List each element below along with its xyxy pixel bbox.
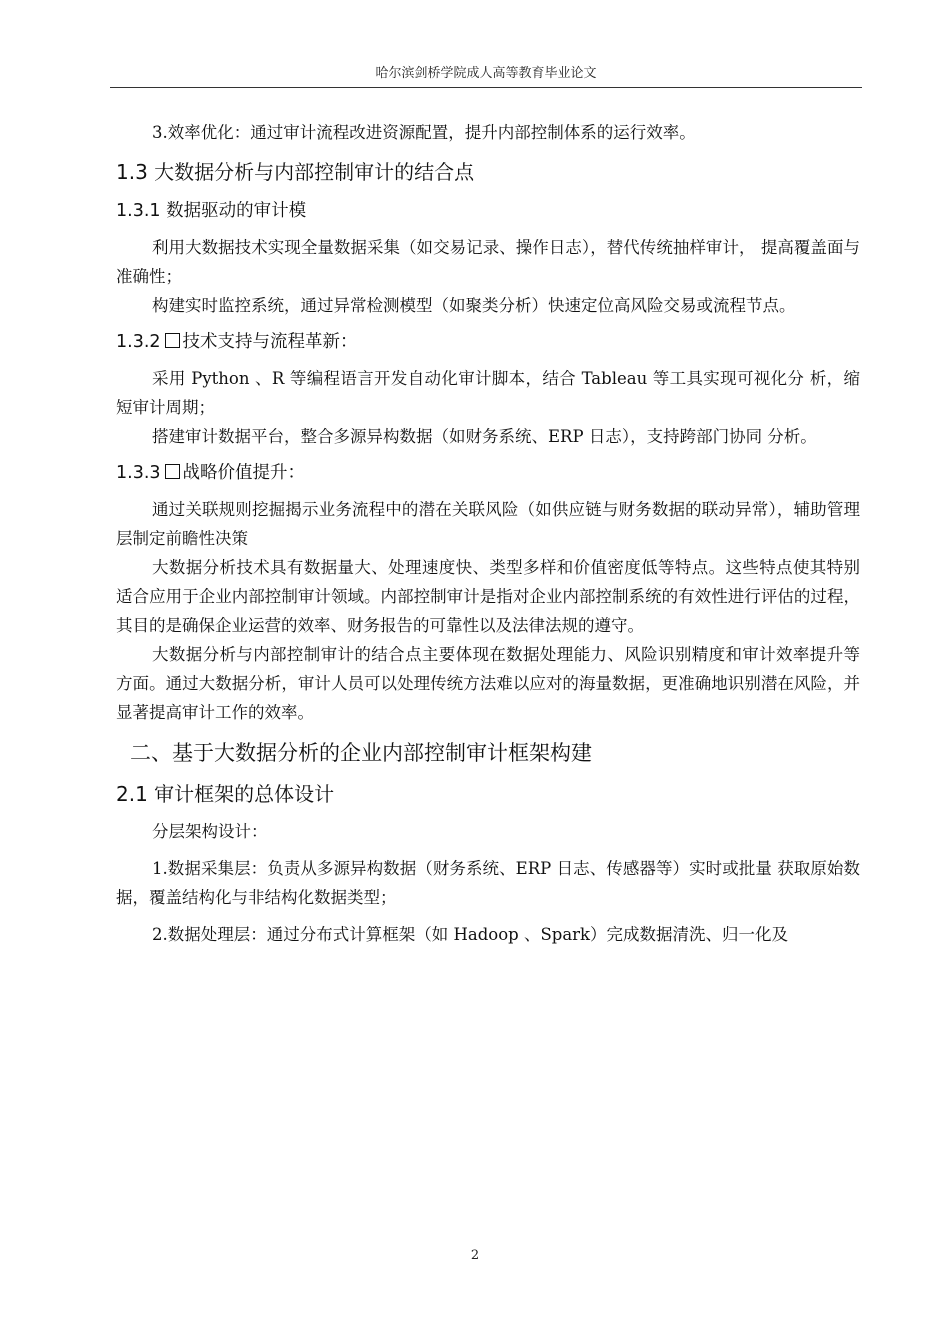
heading-1-3-1: 1.3.1 数据驱动的审计模 (116, 201, 307, 221)
paragraph-1-3-1-b: 构建实时监控系统，通过异常检测模型（如聚类分析）快速定位高风险交易或流程节点。 (152, 296, 796, 315)
heading-1-3-3-text: 战略价值提升： (182, 463, 306, 483)
heading-2-1: 2.1 审计框架的总体设计 (116, 782, 335, 806)
heading-1-3-2-text: 技术支持与流程革新： (182, 332, 358, 352)
heading-1-3-3-number: 1.3.3 (116, 463, 161, 483)
paragraph-1-3-3-a: 通过关联规则挖掘揭示业务流程中的潜在关联风险（如供应链与财务数据的联动异常），辅助管理层制定前瞻性决策 (116, 500, 860, 548)
heading-1-3-2 (116, 328, 860, 356)
paragraph-2-1-layer1: 1.数据采集层：负责从多源异构数据（财务系统、ERP 日志、传感器等）实时或批量 获取原始数据，覆盖结构化与非结构化数据类型； (116, 859, 860, 907)
heading-1-3-2-number: 1.3.2 (116, 332, 161, 352)
header-divider (110, 87, 862, 88)
paragraph-1-3-2-a: 采用 Python 、R 等编程语言开发自动化审计脚本，结合 Tableau 等工具实现可视化分 析，缩短审计周期； (116, 369, 860, 417)
page-number: 2 (470, 1248, 480, 1263)
paragraph-1-3-3-b: 大数据分析技术具有数据量大、处理速度快、类型多样和价值密度低等特点。这些特点使其特别适合应用于企业内部控制审计领域。内部控制审计是指对企业内部控制系统的有效性进行评估的过程，其目的是确保企业运营的效率、财务报告的可靠性以及法律法规的遵守。 (116, 558, 860, 635)
paragraph-2-1-layer2: 2.数据处理层：通过分布式计算框架（如 Hadoop 、Spark）完成数据清洗、归一化及 (152, 925, 789, 944)
page-body (116, 118, 860, 949)
heading-1-3: 1.3 大数据分析与内部控制审计的结合点 (116, 160, 475, 184)
paragraph-1-3-3-c: 大数据分析与内部控制审计的结合点主要体现在数据处理能力、风险识别精度和审计效率提升等方面。通过大数据分析，审计人员可以处理传统方法难以应对的海量数据，更准确地识别潜在风险，并显著提高审计工作的效率。 (116, 645, 860, 722)
paragraph-1-3-1-a: 利用大数据技术实现全量数据采集（如交易记录、操作日志），替代传统抽样审计， 提高覆盖面与准确性； (116, 238, 860, 286)
checkbox-glyph-icon (165, 464, 180, 479)
checkbox-glyph-icon (165, 333, 180, 348)
paragraph-2-1-intro: 分层架构设计： (152, 822, 268, 841)
paragraph-1-3-2-b: 搭建审计数据平台，整合多源异构数据（如财务系统、ERP 日志），支持跨部门协同 分析。 (152, 427, 817, 446)
page-header-title: 哈尔滨剑桥学院成人高等教育毕业论文 (375, 66, 597, 81)
paragraph-efficiency: 3.效率优化：通过审计流程改进资源配置，提升内部控制体系的运行效率。 (152, 123, 696, 142)
heading-chapter-2: 二、基于大数据分析的企业内部控制审计框架构建 (130, 741, 592, 765)
heading-1-3-3 (116, 459, 860, 487)
